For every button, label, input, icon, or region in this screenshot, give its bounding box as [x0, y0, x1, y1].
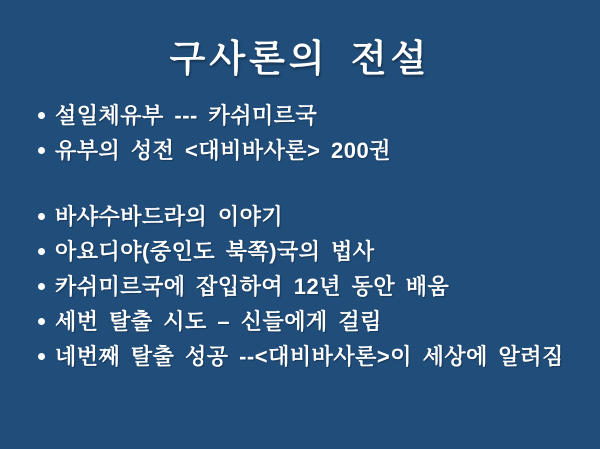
bullet-group — [0, 98, 588, 168]
bullet-item — [0, 304, 588, 339]
bullet-dot — [38, 283, 45, 290]
bullet-group — [0, 199, 588, 374]
bullet-text: 세번 탈출 시도 – 신들에게 걸림 — [55, 309, 382, 334]
bullet-text: 설일체유부 --- 카쉬미르국 — [55, 103, 318, 128]
bullet-text: 바샤수바드라의 이야기 — [55, 204, 284, 229]
bullet-item — [0, 199, 588, 234]
bullet-dot — [38, 147, 45, 154]
bullet-text: 카쉬미르국에 잡입하여 12년 동안 배움 — [55, 274, 450, 299]
bullet-item — [0, 133, 588, 168]
slide-title: 구사론의 전설 — [169, 38, 431, 79]
bullet-item — [0, 339, 588, 374]
bullet-item — [0, 234, 588, 269]
bullet-dot — [38, 112, 45, 119]
bullet-text: 아요디야(중인도 북쪽)국의 법사 — [55, 239, 375, 264]
bullet-dot — [38, 248, 45, 255]
bullet-item — [0, 269, 588, 304]
bullet-dot — [38, 213, 45, 220]
bullet-list — [0, 98, 588, 374]
bullet-text: 유부의 성전 <대비바사론> 200권 — [55, 138, 392, 163]
bullet-text: 네번째 탈출 성공 --<대비바사론>이 세상에 알려짐 — [55, 344, 564, 369]
bullet-dot — [38, 353, 45, 360]
bullet-item — [0, 98, 588, 133]
bullet-dot — [38, 318, 45, 325]
